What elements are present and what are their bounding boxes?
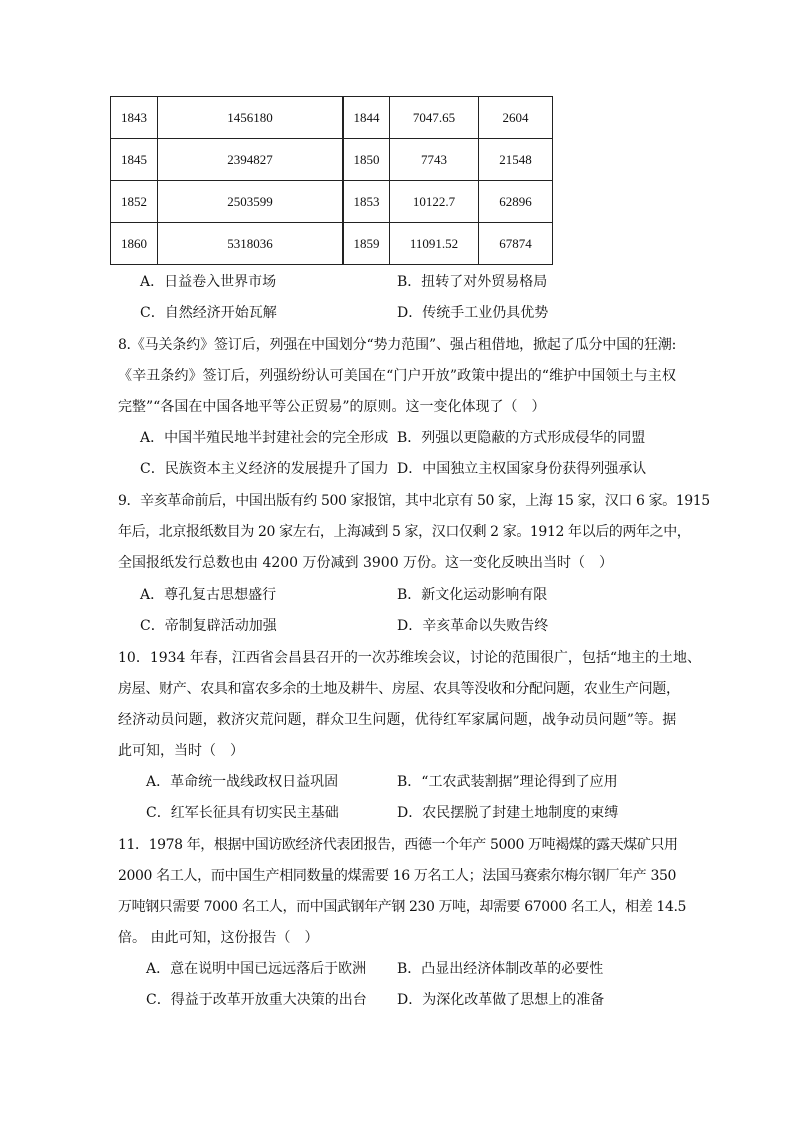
- table-cell: 21548: [479, 139, 553, 181]
- q9-option-a: A．尊孔复古思想盛行: [140, 587, 277, 603]
- q11-option-a: A．意在说明中国已远远落后于欧洲: [146, 961, 367, 977]
- table-cell: 1859: [343, 223, 390, 265]
- q8-stem-line-2: 《辛丑条约》签订后，列强纷纷认可美国在“门户开放”政策中提出的“维护中国领土与主权: [118, 368, 676, 384]
- q10-option-a: A．革命统一战线政权日益巩固: [146, 774, 339, 790]
- q11-option-d: D．为深化改革做了思想上的准备: [397, 992, 605, 1008]
- table-row: [111, 97, 553, 139]
- q8-option-c: C．民族资本主义经济的发展提升了国力: [140, 461, 389, 477]
- table-cell: 1852: [111, 181, 158, 223]
- q9-option-c: C．帝制复辟活动加强: [140, 618, 277, 634]
- q7-option-a: A．日益卷入世界市场: [140, 274, 277, 290]
- q10-stem-line-1: 10．1934 年春，江西省会昌县召开的一次苏维埃会议，讨论的范围很广，包括“地主的土地、: [118, 650, 702, 666]
- q8-stem-line-3: 完整”“各国在中国各地平等公正贸易”的原则。这一变化体现了（ ）: [118, 399, 546, 415]
- q11-stem-line-2: 2000 名工人，而中国生产相同数量的煤需要 16 万名工人；法国马赛索尔梅尔钢厂年产 350: [118, 868, 676, 884]
- q9-option-d: D．辛亥革命以失败告终: [397, 618, 549, 634]
- table-cell: 1843: [111, 97, 158, 139]
- table-cell: 1845: [111, 139, 158, 181]
- q7-option-d: D．传统手工业仍具优势: [397, 305, 549, 321]
- q8-option-b: B．列强以更隐蔽的方式形成侵华的同盟: [397, 430, 646, 446]
- table-cell: 2503599: [158, 181, 344, 223]
- table-cell: 7047.65: [390, 97, 479, 139]
- table-cell: 2394827: [158, 139, 344, 181]
- table-cell: 2604: [479, 97, 553, 139]
- table-cell: 7743: [390, 139, 479, 181]
- table-cell: 10122.7: [390, 181, 479, 223]
- table-cell: 1853: [343, 181, 390, 223]
- q10-option-d: D．农民摆脱了封建土地制度的束缚: [397, 805, 619, 821]
- q10-stem-line-4: 此可知，当时（ ）: [118, 743, 244, 759]
- q10-stem-line-2: 房屋、财产、农具和富农多余的土地及耕牛、房屋、农具等没收和分配问题，农业生产问题，: [118, 681, 680, 697]
- q7-option-b: B．扭转了对外贸易格局: [397, 274, 548, 290]
- q9-stem-line-1: 9．辛亥革命前后，中国出版有约 500 家报馆，其中北京有 50 家，上海 15 家，汉口 6 家。1915: [118, 493, 710, 509]
- q7-option-c: C．自然经济开始瓦解: [140, 305, 277, 321]
- q11-option-c: C．得益于改革开放重大决策的出台: [146, 992, 367, 1008]
- q9-stem-line-2: 年后，北京报纸数目为 20 家左右，上海减到 5 家，汉口仅剩 2 家。1912 年以后的两年之中，: [118, 524, 691, 540]
- q8-stem-line-1: 8.《马关条约》签订后，列强在中国划分“势力范围”、强占租借地，掀起了瓜分中国的狂潮:: [118, 337, 676, 353]
- q11-stem-line-4: 倍。 由此可知，这份报告（ ）: [118, 930, 319, 946]
- table-cell: 1860: [111, 223, 158, 265]
- q11-stem-line-1: 11．1978 年，根据中国访欧经济代表团报告，西德一个年产 5000 万吨褐煤的露天煤矿只用: [118, 837, 678, 853]
- q10-option-b: B．“工农武装割据”理论得到了应用: [397, 774, 618, 790]
- table-cell: 5318036: [158, 223, 344, 265]
- table-row: [111, 139, 553, 181]
- q11-option-b: B．凸显出经济体制改革的必要性: [397, 961, 604, 977]
- table-cell: 11091.52: [390, 223, 479, 265]
- table-cell: 67874: [479, 223, 553, 265]
- table-row: [111, 181, 553, 223]
- q8-option-a: A．中国半殖民地半封建社会的完全形成: [140, 430, 389, 446]
- table-cell: 1844: [343, 97, 390, 139]
- table-cell: 1456180: [158, 97, 344, 139]
- q8-option-d: D．中国独立主权国家身份获得列强承认: [397, 461, 647, 477]
- table-cell: 1850: [343, 139, 390, 181]
- q11-stem-line-3: 万吨钢只需要 7000 名工人，而中国武钢年产钢 230 万吨，却需要 67000 名工人，相差 14.5: [118, 899, 687, 915]
- q10-option-c: C．红军长征具有切实民主基础: [146, 805, 339, 821]
- trade-data-table: [110, 96, 553, 265]
- table-row: [111, 223, 553, 265]
- q9-option-b: B．新文化运动影响有限: [397, 587, 548, 603]
- q9-stem-line-3: 全国报纸发行总数也由 4200 万份减到 3900 万份。这一变化反映出当时（ ）: [118, 555, 614, 571]
- table-cell: 62896: [479, 181, 553, 223]
- q10-stem-line-3: 经济动员问题，救济灾荒问题，群众卫生问题，优待红军家属问题，战争动员问题”等。据: [118, 712, 676, 728]
